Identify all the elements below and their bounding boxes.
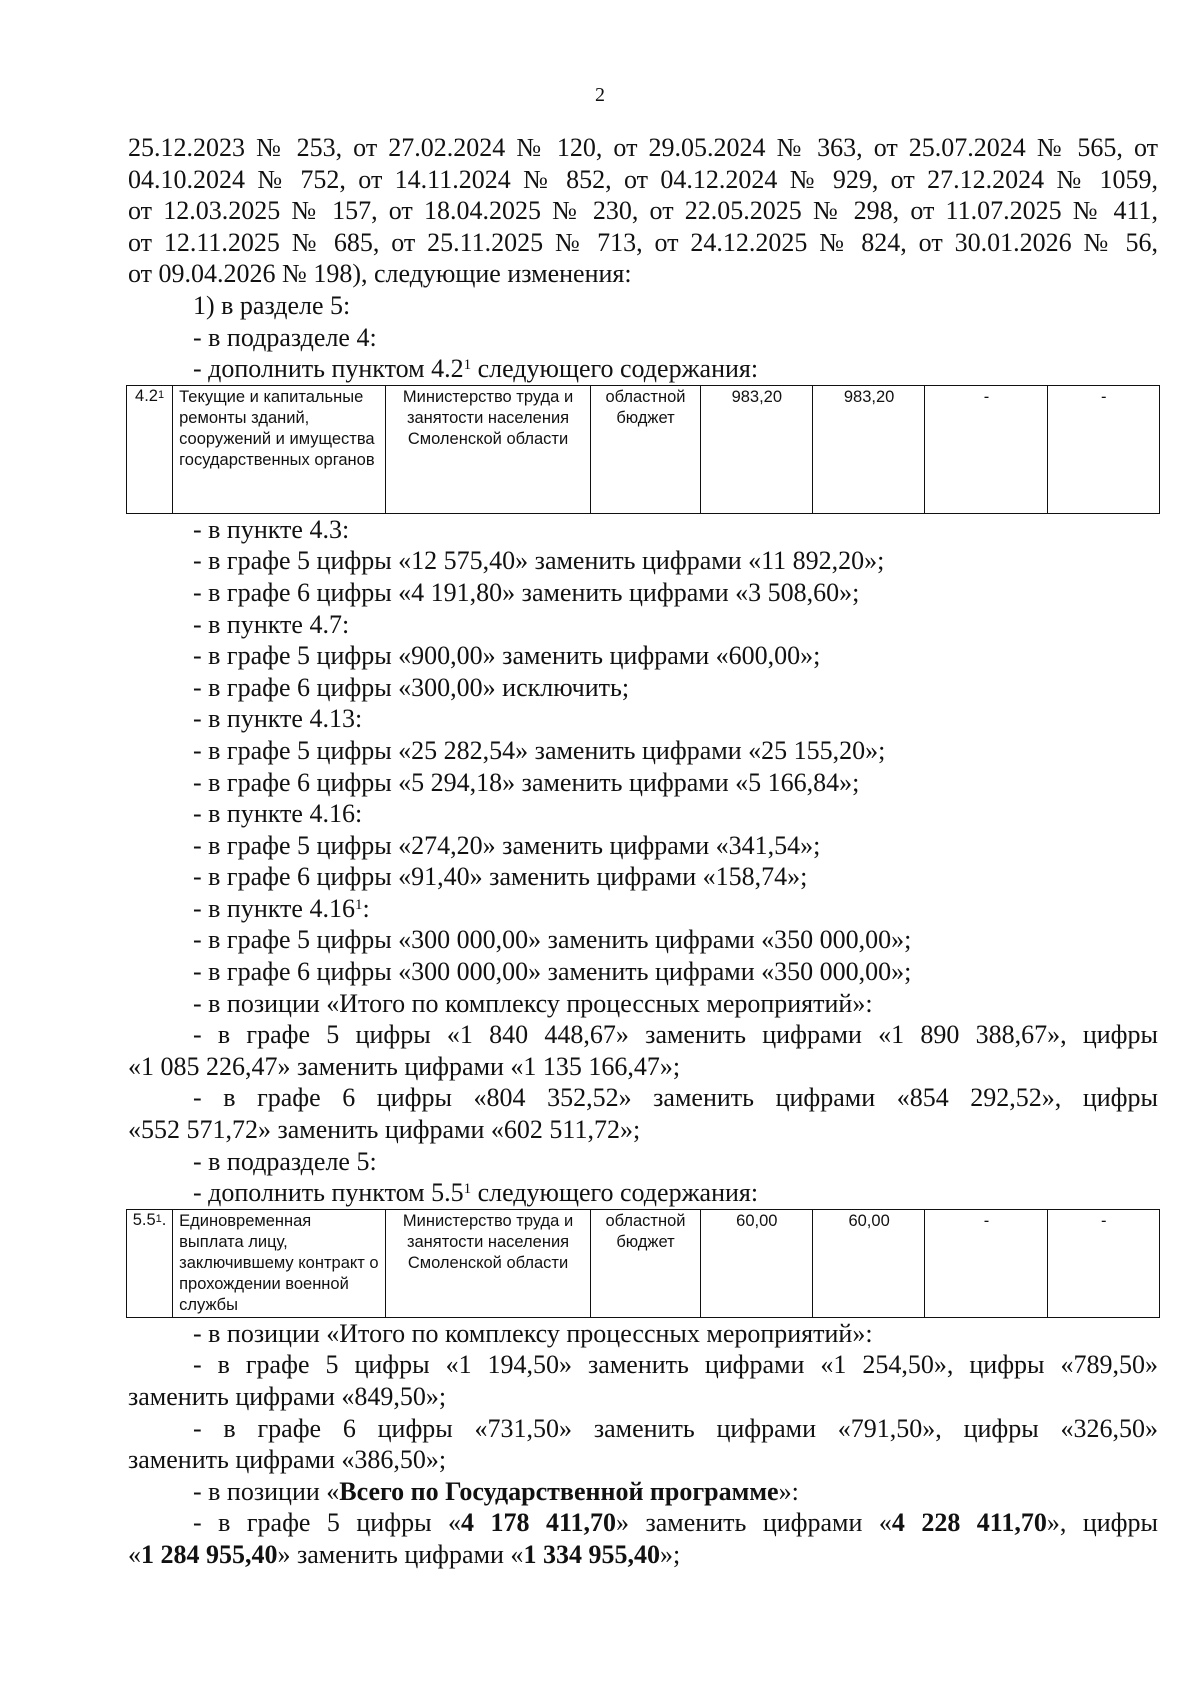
change-line: - в графе 6 цифры «5 294,18» заменить цифрами «5 166,84»;	[193, 767, 860, 797]
subsection-5-heading: - в подразделе 5:	[193, 1146, 377, 1176]
change-line: - в графе 6 цифры «4 191,80» заменить цифрами «3 508,60»;	[193, 577, 860, 607]
change-line: - в графе 6 цифры «91,40» заменить цифрами «158,74»;	[193, 862, 808, 892]
intro-line-3: от 12.03.2025 № 157, от 18.04.2025 № 230, от 22.05.2025 № 298, от 11.07.2025 № 411,	[128, 196, 1158, 226]
add-item-text-end: следующего содержания:	[471, 1178, 759, 1208]
itogo-g6-line-a: - в графе 6 цифры «804 352,52» заменить цифрами «854 292,52», цифры	[193, 1083, 1158, 1113]
vsego-line-b	[128, 1539, 1158, 1571]
document-body	[128, 132, 1158, 1571]
intro-line-4: от 12.11.2025 № 685, от 25.11.2025 № 713, от 24.12.2025 № 824, от 30.01.2026 № 56,	[128, 227, 1158, 257]
cell-year-2: -	[925, 385, 1047, 513]
cell-name: Единовременная выплата лицу, заключившему контракт о прохождении военной службы	[173, 1209, 386, 1317]
inserted-row-table-4-2-1	[126, 385, 1160, 514]
cell-number	[127, 1209, 173, 1317]
row-number: 5.5	[132, 1210, 156, 1229]
change-line: - в пункте 4.3:	[193, 514, 350, 544]
item-text: - в пункте 4.16	[193, 893, 355, 923]
cell-year-1: 60,00	[812, 1209, 924, 1317]
change-line: - в графе 5 цифры «274,20» заменить цифрами «341,54»;	[193, 830, 821, 860]
itogo2-g5-line-b: заменить цифрами «849,50»;	[128, 1382, 447, 1411]
cell-total: 60,00	[700, 1209, 812, 1317]
cell-number	[127, 385, 173, 513]
vsego-text: - в графе 5 цифры «	[193, 1508, 462, 1538]
intro-line-1: 25.12.2023 № 253, от 27.02.2024 № 120, от 29.05.2024 № 363, от 25.07.2024 № 565, от	[128, 133, 1158, 162]
change-line: - в графе 5 цифры «900,00» заменить цифрами «600,00»;	[193, 641, 821, 671]
add-item-text-end: следующего содержания:	[471, 354, 759, 384]
vsego-bold-value: 4 178 411,70	[461, 1508, 617, 1538]
vsego-text: «	[128, 1539, 141, 1569]
page-number: 2	[595, 84, 605, 106]
cell-year-3: -	[1047, 1209, 1159, 1317]
cell-source: областной бюджет	[591, 1209, 700, 1317]
item-4-16-1-heading	[128, 893, 1158, 925]
change-line: - в пункте 4.16:	[193, 799, 363, 829]
vsego-bold-value: 1 284 955,40	[141, 1539, 278, 1569]
row-number-dot: .	[161, 1210, 167, 1229]
change-line: - в графе 5 цифры «25 282,54» заменить цифрами «25 155,20»;	[193, 735, 886, 765]
vsego-text: » заменить цифрами «	[616, 1508, 892, 1538]
item-text-end: :	[362, 893, 370, 923]
cell-executor: Министерство труда и занятости населения Смоленской области	[385, 1209, 591, 1317]
cell-source: областной бюджет	[591, 385, 700, 513]
superscript: 1	[155, 1212, 162, 1225]
section-5-heading: 1) в разделе 5:	[193, 290, 351, 320]
change-line: - в графе 5 цифры «12 575,40» заменить цифрами «11 892,20»;	[193, 546, 885, 576]
itogo-g5-line-a: - в графе 5 цифры «1 840 448,67» заменить цифрами «1 890 388,67», цифры	[193, 1020, 1158, 1050]
itogo-g6-line-b: «552 571,72» заменить цифрами «602 511,72»;	[128, 1115, 641, 1145]
change-line: - в пункте 4.13:	[193, 704, 363, 734]
cell-executor: Министерство труда и занятости населения Смоленской области	[385, 385, 591, 513]
vsego-bold-value: 1 334 955,40	[523, 1539, 660, 1569]
cell-year-2: -	[925, 1209, 1047, 1317]
change-line: - в пункте 4.7:	[193, 609, 350, 639]
superscript: 1	[354, 896, 363, 913]
itogo2-g6-line-b: заменить цифрами «386,50»;	[128, 1445, 447, 1475]
vsego-bold-text: Всего по Государственной программе	[339, 1476, 779, 1506]
vsego-bold-value: 4 228 411,70	[891, 1508, 1047, 1538]
itogo2-g5-line-a: - в графе 5 цифры «1 194,50» заменить цифрами «1 254,50», цифры «789,50»	[193, 1350, 1158, 1380]
itogo-heading: - в позиции «Итого по комплексу процессных мероприятий»:	[193, 988, 873, 1018]
change-line: - в графе 6 цифры «300 000,00» заменить цифрами «350 000,00»;	[193, 957, 912, 987]
change-line: - в графе 5 цифры «300 000,00» заменить цифрами «350 000,00»;	[193, 925, 912, 955]
itogo-g5-line-b: «1 085 226,47» заменить цифрами «1 135 166,47»;	[128, 1051, 681, 1081]
table-row	[127, 385, 1160, 513]
vsego-text-end: »;	[659, 1539, 681, 1569]
subsection-4-heading: - в подразделе 4:	[193, 322, 377, 352]
table-row	[127, 1209, 1160, 1317]
add-item-5-5-1-line	[128, 1177, 1158, 1209]
vsego-line-a	[128, 1507, 1158, 1539]
superscript: 1	[463, 357, 472, 374]
inserted-row-table-5-5-1	[126, 1209, 1160, 1318]
cell-total: 983,20	[700, 385, 812, 513]
vsego-heading	[128, 1476, 1158, 1508]
change-line: - в графе 6 цифры «300,00» исключить;	[193, 672, 630, 702]
cell-year-1: 983,20	[812, 385, 924, 513]
cell-year-3: -	[1047, 385, 1159, 513]
itogo2-g6-line-a: - в графе 6 цифры «731,50» заменить цифрами «791,50», цифры «326,50»	[193, 1413, 1158, 1443]
add-item-text: - дополнить пунктом 4.2	[193, 354, 464, 384]
superscript: 1	[157, 388, 165, 401]
add-item-4-2-1-line	[128, 353, 1158, 385]
intro-line-2: 04.10.2024 № 752, от 14.11.2024 № 852, от 04.12.2024 № 929, от 27.12.2024 № 1059,	[128, 164, 1158, 194]
vsego-text: » заменить цифрами «	[277, 1539, 524, 1569]
add-item-text: - дополнить пунктом 5.5	[193, 1178, 464, 1208]
cell-name: Текущие и капитальные ремонты зданий, сооружений и имущества государственных органов	[173, 385, 386, 513]
itogo-heading: - в позиции «Итого по комплексу процессных мероприятий»:	[193, 1318, 873, 1348]
vsego-text-end: », цифры	[1046, 1508, 1158, 1538]
superscript: 1	[463, 1181, 472, 1198]
vsego-text-end: »:	[778, 1476, 799, 1506]
vsego-text: - в позиции «	[193, 1476, 340, 1506]
row-number: 4.2	[135, 386, 158, 405]
intro-line-5: от 09.04.2026 № 198), следующие изменения:	[128, 259, 632, 289]
